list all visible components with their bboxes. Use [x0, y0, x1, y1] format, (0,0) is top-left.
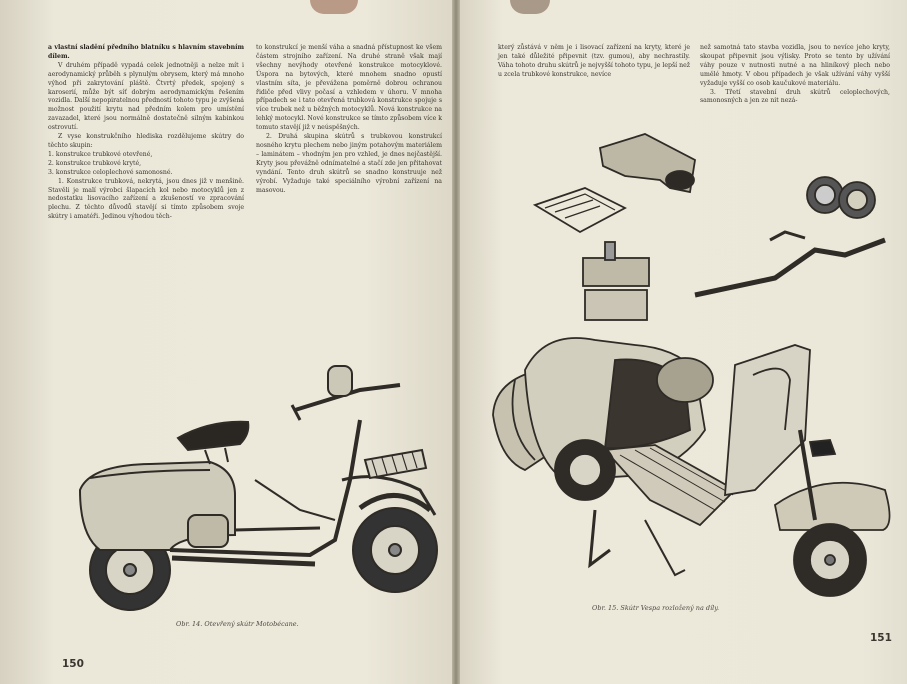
paragraph: 2. Druhá skupina skútrů s trubkovou konstrukcí nosného krytu plechem nebo jiným potahovým materiálem – laminátem – vhodným jen pro vzhled, je dnes nejčastější. Kryty jsou převážně odnímatelné a stačí zde jen přitahovat vyndání. Tento druh skútrů se snadno konstruuje než výrobí. Vyžaduje také speciálního výrobní zařízení na masovou. — [256, 133, 442, 194]
page-number: 150 — [62, 658, 84, 670]
exploded-scooter-illustration — [485, 130, 905, 610]
paragraph: to konstrukcí je menší váha a snadná přístupnost ke všem částem strojního zařízení. Na druhé straně však mají všechny nevýhody otevřené konstrukce motocyklové. Úspora na bytových, které mnohem snadno opustí vlastním síta, je převážena poměrně dobrou ochranou řidiče před vlivy počasí a vzhledem v úhoru. V mnoha případech se i tato otevřená trubková konstrukce spojuje s více trubek než u běžných motocyklů. Nová konstrukce na lehký motocykl. Nové konstrukce se tímto způsobem více k tomuto stavějí již v neúspěšných. — [256, 44, 442, 132]
paragraph: V druhém případě vypadá celek jednotněji a nelze mít i aerodynamický průběh s plynulým obrysem, který má mnoho výhod při zakrytování pláště. Čtvrtý předek, spojený s karoserií, může být síť dobrým aerodynamickým řešením vozidla. Další nepopiratelnou předností tohoto typu je zvýšená možnost použití krytu nad předním kolem pro umístění zavazadel, které jsou normálně dostatečně silným kabinkou ostrovutí. — [48, 61, 244, 132]
right-text-column-2 — [700, 44, 890, 106]
right-text-column-1 — [498, 44, 690, 80]
paragraph: Z vyse konstrukčního hlediska rozdělujeme skútry do těchto skupin: — [48, 133, 244, 149]
list-item: 1. konstrukce trubkové otevřené, — [48, 150, 153, 158]
paragraph: 1. Konstrukce trubková, nekrytá, jsou dnes již v menšině. Stavěli je malí výrobci šlapacích kol nebo motocyklů jen z nedostatku lisovacího zařízení a zkušeností ve zpracování plechu. Z těchto důvodů stavějí si tímto způsobem svoje skútry i amatéři. Jedinou výhodou těch- — [48, 177, 244, 221]
list-item: 2. konstrukce trubkové kryté, — [48, 159, 142, 167]
left-text-column-1 — [48, 44, 244, 222]
left-text-column-2 — [256, 44, 442, 195]
open-scooter-illustration — [60, 360, 460, 620]
paragraph: než samotná tato stavba vozidla, jsou to nevíce jeho kryty, skoupat připevnit jsou výlisky. Proto se tento by užívání váhy pouze v nutnosti nutné a na hliníkový plech nebo umělé hmoty. V obou případech je však užívání váhy vyšší vyžaduje vyšší co osob kaučukové materiálu. — [700, 44, 890, 87]
list-item: 3. konstrukce celoplechové samonosné. — [48, 168, 173, 176]
thumb-shadow — [310, 0, 358, 14]
paragraph: a vlastní sladění předního blatníku s hlavním stavebním dílem. — [48, 44, 244, 60]
figure-caption: Obr. 15. Skútr Vespa rozložený na díly. — [592, 604, 720, 612]
page-number: 151 — [870, 632, 892, 644]
paragraph: 3. Třetí stavební druh skútrů celoplechových, samonosných a jen ze nit nezá- — [700, 88, 890, 105]
paragraph: který zůstává v něm je i lisovací zařízení na kryty, které je jen také důležité připevnit (tzv. gumou), aby nechrastily. Váha tohoto druhu skútrů je nejvyšší tohoto typu, je lepší než u zcela trubkové konstrukce, nevíce — [498, 44, 691, 78]
figure-caption: Obr. 14. Otevřený skútr Motobécane. — [176, 620, 299, 628]
list — [48, 151, 244, 178]
